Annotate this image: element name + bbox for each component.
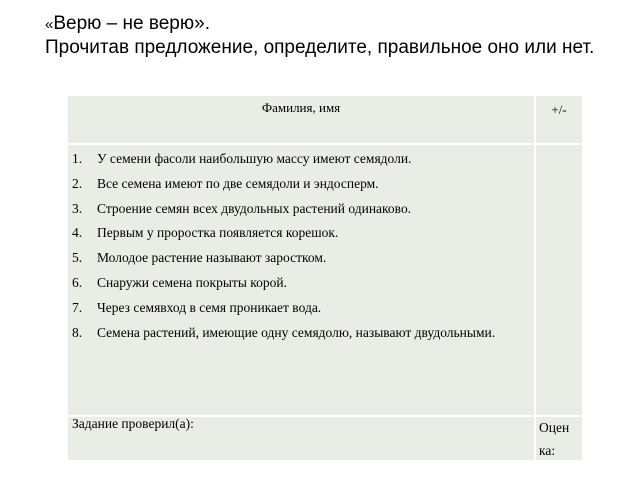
statement-list (72, 148, 532, 346)
statement-item (72, 198, 532, 219)
statement-text: У семени фасоли наибольшую массу имеют семядоли. (97, 151, 412, 166)
statement-number: 3. (72, 200, 83, 216)
statement-item (72, 322, 532, 343)
statement-number: 6. (72, 274, 83, 290)
statement-text: Все семена имеют по две семядоли и эндосперм. (97, 175, 379, 191)
task-title-text: Верю – не верю». (53, 13, 210, 34)
task-heading (45, 12, 605, 59)
statement-text: Семена растений, имеющие одну семядолю, называют двудольными. (97, 324, 496, 340)
grade-label-line2: ка: (539, 443, 556, 458)
header-divider (68, 143, 582, 145)
statement-number: 8. (72, 324, 83, 340)
statement-item (72, 272, 532, 293)
statement-number: 4. (72, 225, 83, 241)
task-instruction: Прочитав предложение, определите, правильное оно или нет. (45, 37, 595, 58)
statement-text: Первым у проростка появляется корешок. (97, 225, 339, 241)
statement-item (72, 222, 532, 243)
task-title (45, 12, 605, 36)
grade-label (537, 416, 583, 462)
statement-number: 7. (72, 299, 83, 315)
statement-number: 1. (72, 151, 83, 166)
statement-text: Строение семян всех двудольных растений одинаково. (97, 200, 412, 216)
statement-text: Снаружи семена покрыты корой. (97, 274, 287, 290)
opening-quote: « (45, 16, 54, 33)
statement-number: 5. (72, 250, 83, 266)
statement-item (72, 173, 532, 194)
mark-header: +/- (551, 102, 567, 117)
grade-label-line1: Оцен (539, 420, 570, 435)
statement-item (72, 148, 532, 169)
column-divider (534, 96, 536, 460)
statement-number: 2. (72, 175, 83, 191)
statement-item (72, 247, 532, 268)
answer-sheet-table (68, 96, 582, 460)
statement-text: Через семявход в семя проникает вода. (97, 299, 322, 315)
name-header: Фамилия, имя (261, 100, 341, 115)
checked-by-label: Задание проверил(а): (72, 416, 194, 431)
statement-item (72, 297, 532, 318)
statement-text: Молодое растение называют заростком. (97, 250, 327, 266)
